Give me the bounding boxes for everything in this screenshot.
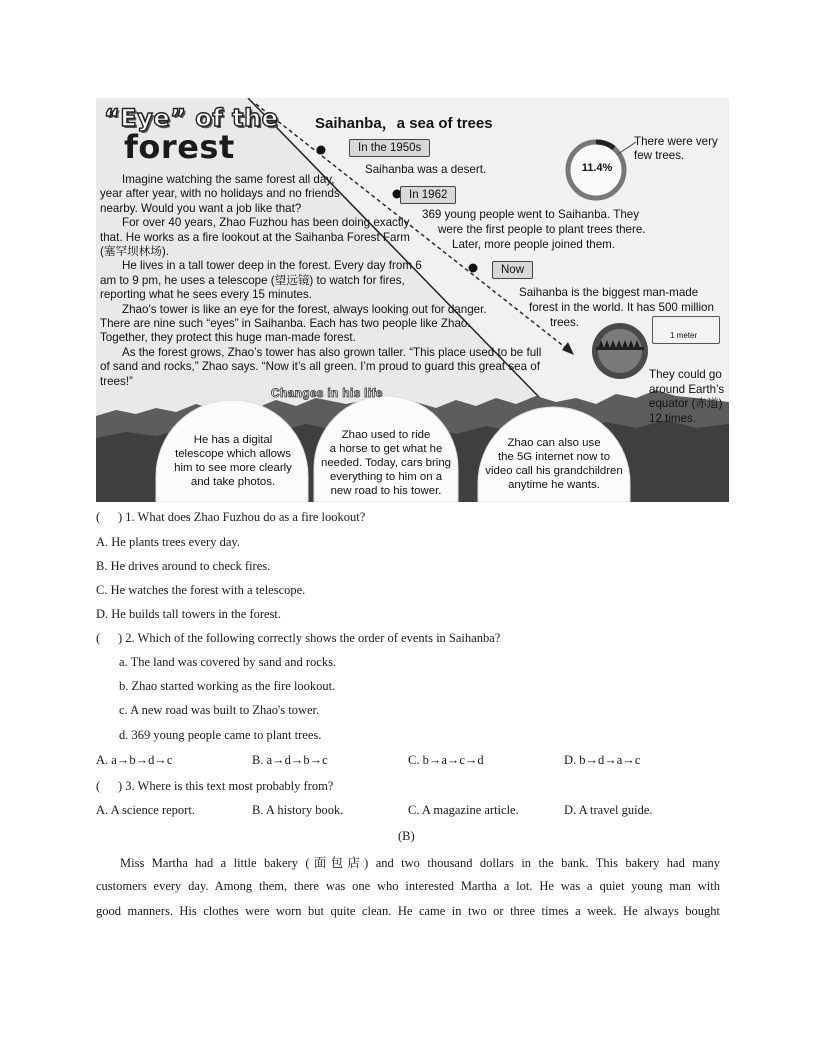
event-item: a. The land was covered by sand and rocks.: [119, 655, 337, 669]
option: B. A history book.: [252, 803, 344, 817]
infographic: [96, 98, 729, 502]
timeline-text-now-line: Saihanba is the biggest man-made: [519, 286, 699, 299]
era-label-now: Now: [492, 261, 533, 279]
option: D. b→d→a→c: [564, 753, 641, 767]
era-label-1962: In 1962: [400, 186, 456, 204]
article-body: [100, 173, 550, 389]
option: A. He plants trees every day.: [96, 535, 240, 549]
passage-line: Miss Martha had a little bakery (面包店) and two thousand dollars in the bank. This bakery had many: [120, 856, 720, 870]
event-item: b. Zhao started working as the fire lookout.: [119, 679, 336, 693]
few-trees-text: There were very few trees.: [634, 135, 718, 163]
option: B. a→d→b→c: [252, 753, 328, 767]
timeline-text-1962-line: 369 young people went to Saihanba. They: [422, 208, 640, 221]
timeline-text-now-line: trees.: [550, 316, 579, 329]
bubble-line: and take photos.: [190, 476, 276, 488]
article-paragraph: Imagine watching the same forest all day, year after year, with no holidays and no friends nearby. Would you want a job like that?: [100, 173, 340, 215]
passage-b-label: (B): [398, 829, 415, 843]
earth-text-line: equator (赤道): [649, 397, 723, 411]
bubble-line: anytime he wants.: [508, 479, 600, 491]
bubble-5g: [476, 436, 632, 492]
article-paragraph: Zhao’s tower is like an eye for the forest, always looking out for danger. There are nine such “eyes” in Saihanba. Each has two people like Zhao. Together, they protect this huge man-made forest.: [100, 302, 487, 345]
article-paragraph: As the forest grows, Zhao’s tower has also grown taller. “This place used to be full of sand and rocks,” Zhao says. “Now it’s all green. I’m proud to guard this great sea of trees!”: [100, 345, 542, 388]
timeline-title: Saihanba，a sea of trees: [315, 115, 493, 132]
question-1: [96, 510, 365, 525]
passage-line: good manners. His clothes were worn but quite clean. He came in two or three times a week. He always bought: [96, 904, 720, 918]
title-forest: forest: [124, 128, 235, 166]
answer-blank[interactable]: (: [96, 631, 113, 645]
option: A. A science report.: [96, 803, 195, 817]
question-stem: ) 1. What does Zhao Fuzhou do as a fire lookout?: [118, 510, 366, 524]
article-paragraph: He lives in a tall tower deep in the forest. Every day from 6 am to 9 pm, he uses a telescope (望远镜) to watch for fires, reporting what he sees every 15 minutes.: [100, 259, 422, 302]
timeline-dot: [317, 146, 326, 155]
bubble-line: everything to him on a: [329, 471, 443, 483]
bubble-line: the 5G internet now to: [497, 451, 611, 463]
option: A. a→b→d→c: [96, 753, 173, 767]
earth-text: [649, 368, 724, 426]
timeline-text-1950s: Saihanba was a desert.: [365, 163, 487, 176]
option: D. He builds tall towers in the forest.: [96, 607, 282, 621]
percentage-label: 11.4%: [581, 162, 613, 174]
event-item: c. A new road was built to Zhao's tower.: [119, 703, 320, 717]
question-stem: ) 3. Where is this text most probably from?: [118, 779, 334, 793]
passage-line: customers every day. Among them, there was one who interested Martha a lot. He was a quiet young man with: [96, 879, 720, 893]
option: C. b→a→c→d: [408, 753, 484, 767]
answer-blank[interactable]: (: [96, 779, 113, 793]
bubble-horse: [314, 428, 458, 498]
title-eye: “Eye” of the: [104, 104, 279, 132]
bubble-line: new road to his tower.: [330, 485, 442, 497]
question-2: [96, 631, 500, 646]
scale-label: 1 meter: [670, 331, 698, 340]
bubble-line: Zhao used to ride: [341, 429, 431, 441]
question-3: [96, 779, 333, 794]
bubble-line: him to see more clearly: [174, 462, 292, 474]
answer-blank[interactable]: (: [96, 510, 113, 524]
earth-text-line: around Earth’s: [649, 382, 725, 396]
changes-heading: Changes in his life: [271, 386, 383, 400]
option: C. A magazine article.: [408, 803, 519, 817]
earth-text-line: They could go: [649, 368, 722, 381]
bubble-telescope: [158, 433, 308, 489]
earth-text-line: 12 times.: [649, 411, 697, 425]
bubble-line: He has a digital: [193, 434, 273, 446]
article-paragraph: For over 40 years, Zhao Fuzhou has been doing exactly that. He works as a fire lookout at the Saihanba Forest Farm (塞罕坝林场).: [100, 216, 410, 259]
question-stem: ) 2. Which of the following correctly shows the order of events in Saihanba?: [118, 631, 501, 645]
era-label-1950s: In the 1950s: [349, 139, 430, 157]
bubble-line: video call his grandchildren: [485, 465, 623, 477]
option: B. He drives around to check fires.: [96, 559, 271, 573]
event-item: d. 369 young people came to plant trees.: [119, 728, 322, 742]
bubble-line: needed. Today, cars bring: [320, 457, 452, 469]
bubble-line: a horse to get what he: [329, 443, 443, 455]
timeline-text-1962-line: Later, more people joined them.: [452, 238, 616, 251]
bubble-line: telescope which allows: [175, 448, 291, 460]
option: C. He watches the forest with a telescope.: [96, 583, 306, 597]
option: D. A travel guide.: [564, 803, 653, 817]
timeline-text-1962-line: were the first people to plant trees there.: [438, 223, 646, 236]
bubble-line: Zhao can also use: [507, 437, 601, 449]
timeline-text-now-line: forest in the world. It has 500 million: [529, 301, 714, 314]
